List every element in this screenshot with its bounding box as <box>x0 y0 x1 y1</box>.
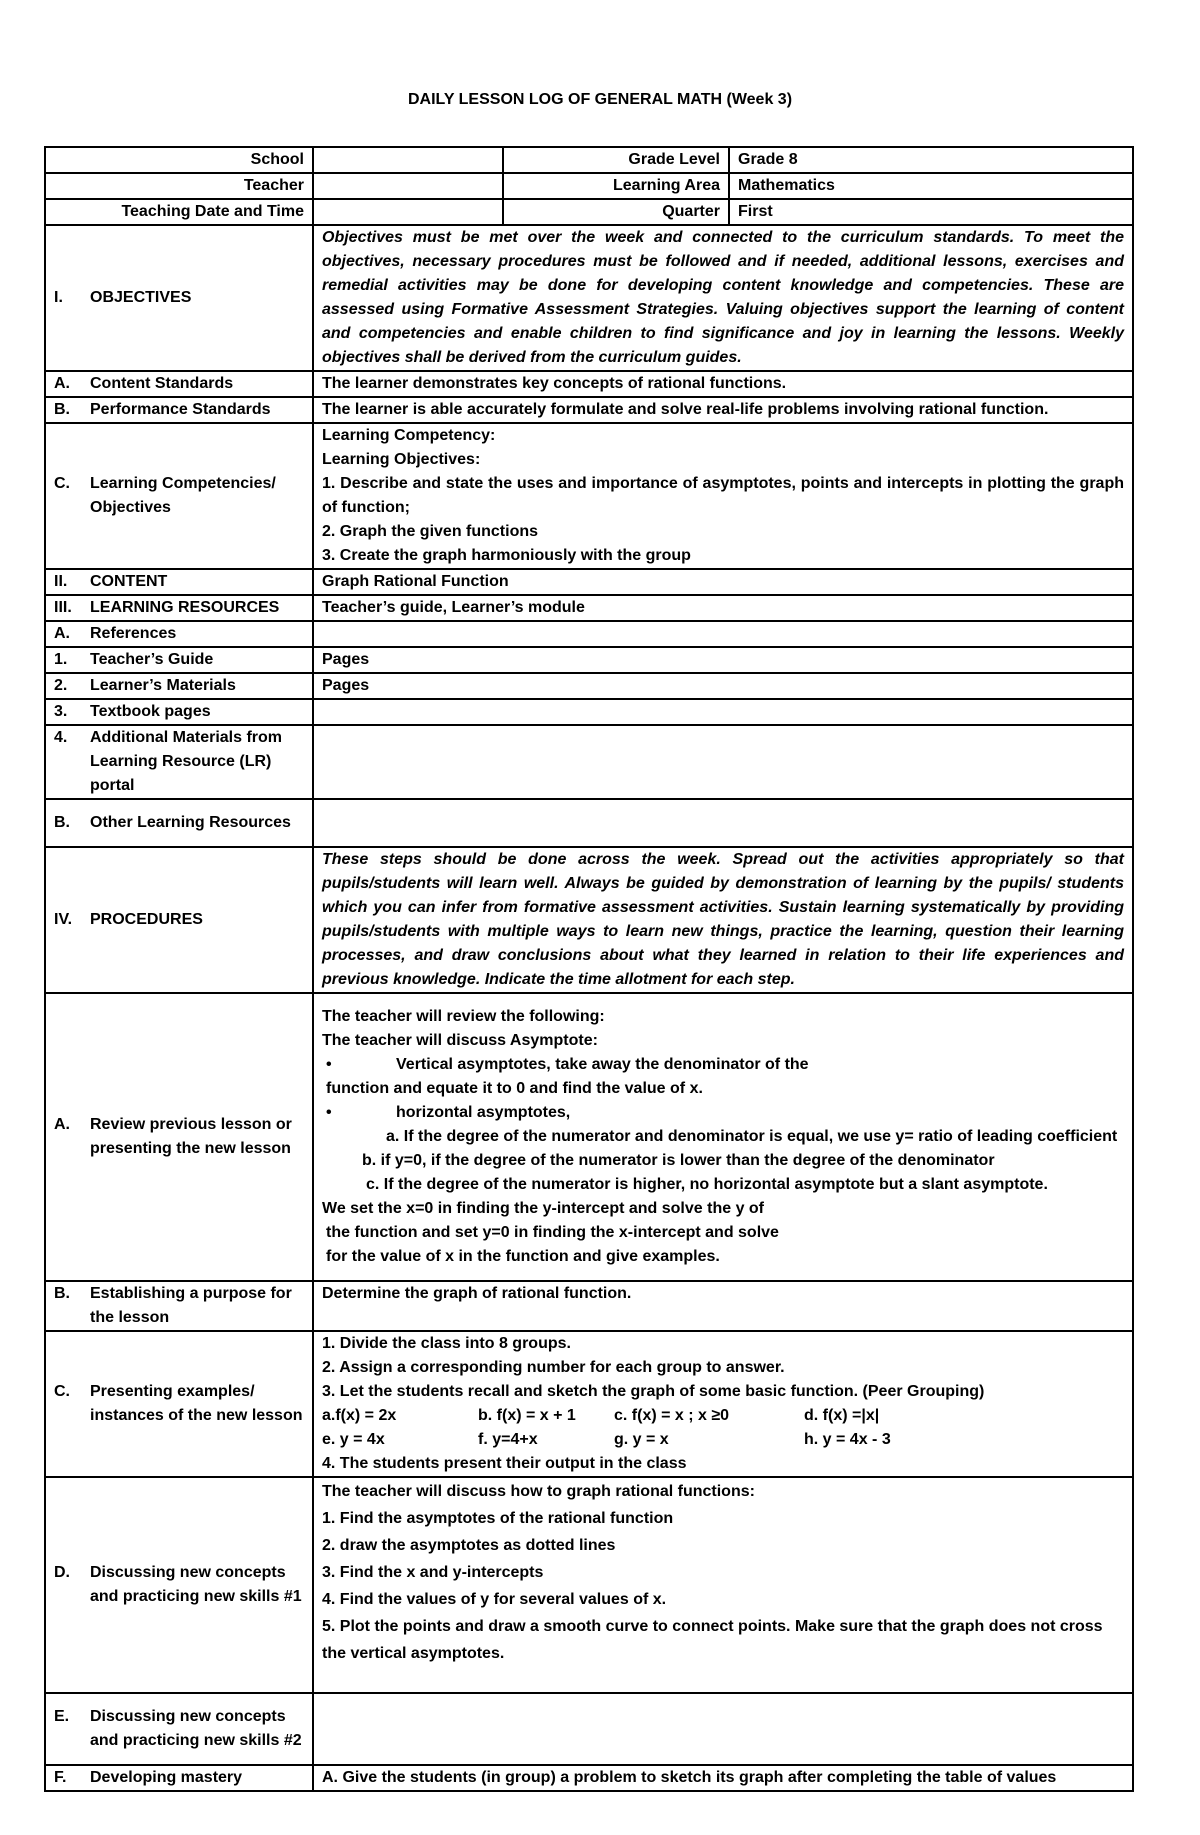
review-line: the function and set y=0 in finding the x-intercept and solve <box>326 1224 779 1241</box>
discussing2-row <box>45 1693 1133 1765</box>
objectives-row <box>45 225 1133 371</box>
teacher-label: Teacher <box>45 173 313 199</box>
content-standards-row <box>45 371 1133 397</box>
references-value[interactable] <box>313 621 1133 647</box>
discussing1-row <box>45 1477 1133 1693</box>
content-standards-text: The learner demonstrates key concepts of rational functions. <box>313 371 1133 397</box>
objectives-text: Objectives must be met over the week and connected to the curriculum standards. To meet the objectives, necessary procedures must be followed and if needed, additional lessons, exercises and remedial activities may be done for developing content knowledge and competencies. These are assessed using Formative Assessment Strategies. Valuing objectives support the learning of content and competencies and enable children to find significance and joy in learning the lessons. Weekly objectives shall be derived from the curriculum guides. <box>313 225 1133 371</box>
presenting-label: C. Presenting examples/ instances of the new lesson <box>45 1331 313 1477</box>
competencies-label: C. Learning Competencies/ Objectives <box>45 423 313 569</box>
header-row-school <box>45 147 1133 173</box>
function-g: g. y = x <box>614 1431 669 1448</box>
additional-value[interactable] <box>313 725 1133 799</box>
performance-standards-text: The learner is able accurately formulate and solve real-life problems involving rational function. <box>313 397 1133 423</box>
competency-line: 1. Describe and state the uses and importance of asymptotes, points and intercepts in plotting the graph of function; <box>322 475 1124 516</box>
review-line: function and equate it to 0 and find the value of x. <box>326 1080 703 1097</box>
function-row <box>322 1428 1124 1452</box>
mastery-row <box>45 1765 1133 1791</box>
purpose-text: Determine the graph of rational function. <box>313 1281 1133 1331</box>
header-row-date <box>45 199 1133 225</box>
lesson-log-table <box>44 146 1134 1792</box>
performance-standards-label: B. Performance Standards <box>45 397 313 423</box>
review-line: The teacher will review the following: <box>322 1008 605 1025</box>
content-row <box>45 569 1133 595</box>
resources-label: III. LEARNING RESOURCES <box>45 595 313 621</box>
competency-line: 2. Graph the given functions <box>322 523 539 540</box>
learners-materials-label: 2. Learner’s Materials <box>45 673 313 699</box>
competency-line: 3. Create the graph harmoniously with the group <box>322 547 691 564</box>
row-number: I. <box>54 289 63 306</box>
function-b: b. f(x) = x + 1 <box>478 1407 576 1424</box>
presenting-line: 3. Let the students recall and sketch the graph of some basic function. (Peer Grouping) <box>322 1383 985 1400</box>
other-row <box>45 799 1133 847</box>
discussing-line: 3. Find the x and y-intercepts <box>322 1564 544 1581</box>
competencies-row <box>45 423 1133 569</box>
performance-standards-row <box>45 397 1133 423</box>
presenting-line: 4. The students present their output in the class <box>322 1455 687 1472</box>
teacher-value[interactable] <box>313 173 503 199</box>
discussing2-value[interactable] <box>313 1693 1133 1765</box>
page-title: DAILY LESSON LOG OF GENERAL MATH (Week 3) <box>407 91 793 108</box>
mastery-text: A. Give the students (in group) a problem to sketch its graph after completing the table of values <box>313 1765 1133 1791</box>
resources-row <box>45 595 1133 621</box>
grade-level-label: Grade Level <box>503 147 729 173</box>
textbook-label: 3. Textbook pages <box>45 699 313 725</box>
discussing1-label: D. Discussing new concepts and practicing new skills #1 <box>45 1477 313 1693</box>
teachers-guide-label: 1. Teacher’s Guide <box>45 647 313 673</box>
presenting-row <box>45 1331 1133 1477</box>
procedures-row <box>45 847 1133 993</box>
additional-label: 4. Additional Materials from Learning Resource (LR) portal <box>45 725 313 799</box>
discussing-line: The teacher will discuss how to graph rational functions: <box>322 1483 755 1500</box>
discussing1-text <box>313 1477 1133 1693</box>
teachers-guide-text: Pages <box>313 647 1133 673</box>
function-d: d. f(x) =|x| <box>804 1407 880 1424</box>
textbook-row <box>45 699 1133 725</box>
textbook-value[interactable] <box>313 699 1133 725</box>
content-text: Graph Rational Function <box>313 569 1133 595</box>
quarter-label: Quarter <box>503 199 729 225</box>
review-line: b. if y=0, if the degree of the numerator is lower than the degree of the denominator <box>362 1152 995 1169</box>
review-line: c. If the degree of the numerator is higher, no horizontal asymptote but a slant asymptote. <box>366 1176 1048 1193</box>
discussing-line: 4. Find the values of y for several values of x. <box>322 1591 667 1608</box>
school-value[interactable] <box>313 147 503 173</box>
review-bullet-line: • horizontal asymptotes, <box>322 1101 1124 1125</box>
other-label: B. Other Learning Resources <box>45 799 313 847</box>
function-f: f. y=4+x <box>478 1431 538 1448</box>
function-e: e. y = 4x <box>322 1431 385 1448</box>
review-line: for the value of x in the function and give examples. <box>326 1248 720 1265</box>
review-bullet-line: • Vertical asymptotes, take away the denominator of the <box>322 1053 1124 1077</box>
learning-area-value[interactable]: Mathematics <box>729 173 1133 199</box>
date-time-value[interactable] <box>313 199 503 225</box>
competency-line: Learning Competency: <box>322 427 496 444</box>
presenting-line: 2. Assign a corresponding number for each group to answer. <box>322 1359 785 1376</box>
competencies-text <box>313 423 1133 569</box>
other-value[interactable] <box>313 799 1133 847</box>
grade-level-value[interactable]: Grade 8 <box>729 147 1133 173</box>
presenting-text <box>313 1331 1133 1477</box>
function-c: c. f(x) = x ; x ≥0 <box>614 1407 730 1424</box>
date-time-label: Teaching Date and Time <box>45 199 313 225</box>
review-row <box>45 993 1133 1281</box>
bullet-icon: • <box>326 1056 332 1073</box>
mastery-label: F. Developing mastery <box>45 1765 313 1791</box>
discussing-line: 2. draw the asymptotes as dotted lines <box>322 1537 616 1554</box>
quarter-value[interactable]: First <box>729 199 1133 225</box>
procedures-label: IV. PROCEDURES <box>45 847 313 993</box>
learning-area-label: Learning Area <box>503 173 729 199</box>
discussing-line: 1. Find the asymptotes of the rational function <box>322 1510 674 1527</box>
purpose-label: B. Establishing a purpose for the lesson <box>45 1281 313 1331</box>
objectives-label: I. OBJECTIVES <box>45 225 313 371</box>
header-row-teacher <box>45 173 1133 199</box>
review-label: A. Review previous lesson or presenting the new lesson <box>45 993 313 1281</box>
resources-text: Teacher’s guide, Learner’s module <box>313 595 1133 621</box>
review-line: The teacher will discuss Asymptote: <box>322 1032 598 1049</box>
learners-materials-row <box>45 673 1133 699</box>
additional-row <box>45 725 1133 799</box>
presenting-line: 1. Divide the class into 8 groups. <box>322 1335 571 1352</box>
review-text <box>313 993 1133 1281</box>
function-h: h. y = 4x - 3 <box>804 1431 891 1448</box>
bullet-icon: • <box>326 1104 332 1121</box>
purpose-row <box>45 1281 1133 1331</box>
function-a: a.f(x) = 2x <box>322 1407 397 1424</box>
references-label: A. References <box>45 621 313 647</box>
review-line: We set the x=0 in finding the y-intercept and solve the y of <box>322 1200 765 1217</box>
school-label: School <box>45 147 313 173</box>
learners-materials-text: Pages <box>313 673 1133 699</box>
teachers-guide-row <box>45 647 1133 673</box>
content-label: II. CONTENT <box>45 569 313 595</box>
review-line: a. If the degree of the numerator and denominator is equal, we use y= ratio of leading coefficient <box>386 1128 1118 1145</box>
competency-line: Learning Objectives: <box>322 451 481 468</box>
procedures-text: These steps should be done across the week. Spread out the activities appropriately so that pupils/students will learn well. Always be guided by demonstration of learning by the pupils/ students which you can infer from formative assessment activities. Sustain learning systematically by providing pupils/students with multiple ways to learn new things, practice the learning, question their learning processes, and draw conclusions about what they learned in relation to their life experiences and previous knowledge. Indicate the time allotment for each step. <box>313 847 1133 993</box>
function-row <box>322 1404 1124 1428</box>
discussing-line: 5. Plot the points and draw a smooth curve to connect points. Make sure that the graph does not cross the vertical asymptotes. <box>322 1618 1103 1662</box>
discussing2-label: E. Discussing new concepts and practicing new skills #2 <box>45 1693 313 1765</box>
references-row <box>45 621 1133 647</box>
content-standards-label: A. Content Standards <box>45 371 313 397</box>
